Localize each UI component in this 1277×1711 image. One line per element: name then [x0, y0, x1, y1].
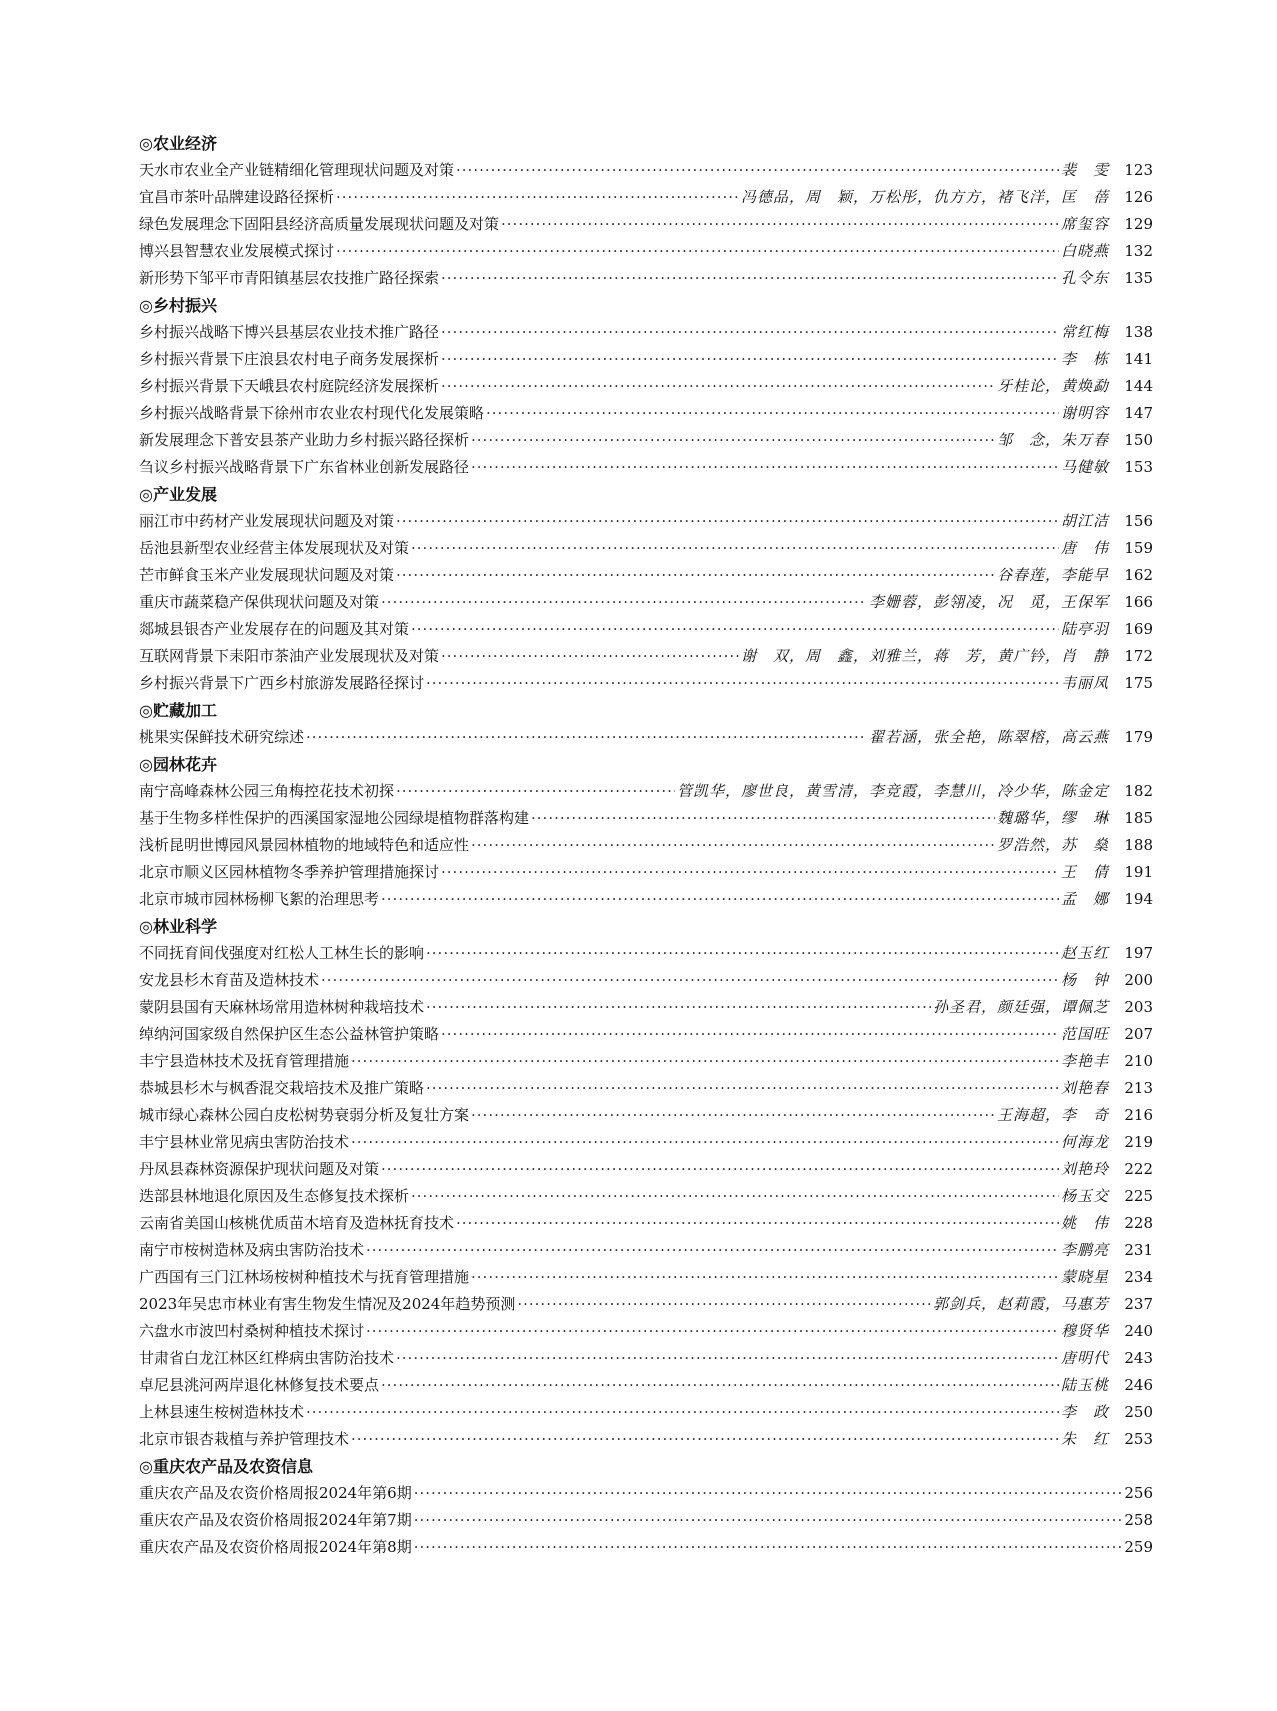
dot-leader [396, 508, 1059, 535]
toc-entry[interactable] [139, 1156, 1153, 1183]
page-number: 219 [1124, 1133, 1153, 1151]
article-title: 北京市银杏栽植与养护管理技术 [139, 1430, 350, 1448]
section-heading: ◎产业发展 [139, 485, 217, 504]
dot-leader [366, 1318, 1059, 1345]
toc-entry[interactable] [139, 1183, 1153, 1210]
toc-entry[interactable] [139, 1048, 1153, 1075]
article-authors: 蒙晓星 [1060, 1268, 1109, 1286]
toc-entry[interactable] [139, 1480, 1153, 1507]
article-authors: 刘艳玲 [1060, 1160, 1109, 1178]
toc-entry[interactable] [139, 616, 1153, 643]
section-heading: ◎乡村振兴 [139, 296, 217, 315]
dot-leader [306, 724, 867, 751]
toc-entry[interactable] [139, 535, 1153, 562]
dot-leader [441, 859, 1059, 886]
page-number: 240 [1124, 1322, 1153, 1340]
article-title: 北京市顺义区园林植物冬季养护管理措施探讨 [139, 863, 440, 881]
page-number: 188 [1124, 836, 1153, 854]
page-number: 172 [1124, 647, 1153, 665]
article-title: 重庆农产品及农资价格周报2024年第6期 [139, 1484, 412, 1502]
section-heading: ◎重庆农产品及农资信息 [139, 1457, 313, 1476]
article-title: 重庆农产品及农资价格周报2024年第7期 [139, 1511, 412, 1529]
article-title: 蒙阴县国有天麻林场常用造林树种栽培技术 [139, 998, 425, 1016]
article-title: 刍议乡村振兴战略背景下广东省林业创新发展路径 [139, 458, 470, 476]
page-number: 207 [1124, 1025, 1153, 1043]
article-authors: 裴 雯 [1060, 161, 1109, 179]
article-title: 乡村振兴战略下博兴县基层农业技术推广路径 [139, 323, 440, 341]
page-number: 185 [1124, 809, 1153, 827]
dot-leader [456, 1210, 1059, 1237]
article-authors: 赵玉红 [1060, 944, 1109, 962]
article-title: 博兴县智慧农业发展模式探讨 [139, 242, 335, 260]
page-number: 210 [1124, 1052, 1153, 1070]
article-authors: 朱 红 [1060, 1430, 1109, 1448]
article-title: 绰纳河国家级自然保护区生态公益林管护策略 [139, 1025, 440, 1043]
article-title: 六盘水市波凹村桑树种植技术探讨 [139, 1322, 365, 1340]
article-title: 重庆市蔬菜稳产保供现状问题及对策 [139, 593, 380, 611]
toc-entry[interactable] [139, 508, 1153, 535]
article-authors: 孔令东 [1060, 269, 1109, 287]
page-number: 256 [1124, 1484, 1153, 1502]
article-authors: 李鹏亮 [1060, 1241, 1109, 1259]
page-number: 144 [1124, 377, 1153, 395]
article-authors: 谷春莲，李能早 [996, 566, 1109, 584]
page-number: 126 [1124, 188, 1153, 206]
toc-entry[interactable] [139, 1291, 1153, 1318]
article-title: 浅析昆明世博园风景园林植物的地域特色和适应性 [139, 836, 470, 854]
toc-entry[interactable] [139, 1237, 1153, 1264]
dot-leader [411, 535, 1059, 562]
article-title: 丰宁县造林技术及抚育管理措施 [139, 1052, 350, 1070]
toc-entry[interactable] [139, 319, 1153, 346]
page-number: 159 [1124, 539, 1153, 557]
dot-leader [366, 1237, 1059, 1264]
page-number: 259 [1124, 1538, 1153, 1556]
dot-leader [321, 967, 1059, 994]
article-authors: 谢明容 [1060, 404, 1109, 422]
article-authors: 孟 娜 [1060, 890, 1109, 908]
toc-entry[interactable] [139, 1426, 1153, 1453]
article-title: 重庆农产品及农资价格周报2024年第8期 [139, 1538, 412, 1556]
article-title: 云南省美国山核桃优质苗木培育及造林抚育技术 [139, 1214, 455, 1232]
article-title: 城市绿心森林公园白皮松树势衰弱分析及复壮方案 [139, 1106, 470, 1124]
toc-entry[interactable] [139, 643, 1153, 670]
article-authors: 陆玉桃 [1060, 1376, 1109, 1394]
page-number: 162 [1124, 566, 1153, 584]
article-authors: 白晓燕 [1060, 242, 1109, 260]
article-title: 岳池县新型农业经营主体发展现状及对策 [139, 539, 410, 557]
article-authors: 李艳丰 [1060, 1052, 1109, 1070]
toc-entry[interactable] [139, 184, 1153, 211]
page-number: 138 [1124, 323, 1153, 341]
article-title: 南宁高峰森林公园三角梅控花技术初探 [139, 782, 395, 800]
article-title: 乡村振兴战略背景下徐州市农业农村现代化发展策略 [139, 404, 485, 422]
toc-entry[interactable] [139, 778, 1153, 805]
dot-leader [381, 589, 867, 616]
table-of-contents [139, 130, 1153, 1561]
article-title: 迭部县林地退化原因及生态修复技术探析 [139, 1187, 410, 1205]
toc-entry[interactable] [139, 1345, 1153, 1372]
article-authors: 牙桂论，黄焕勐 [996, 377, 1109, 395]
article-authors: 范国旺 [1060, 1025, 1109, 1043]
toc-entry[interactable] [139, 562, 1153, 589]
article-title: 卓尼县洮河两岸退化林修复技术要点 [139, 1376, 380, 1394]
page-number: 123 [1124, 161, 1153, 179]
toc-entry[interactable] [139, 1318, 1153, 1345]
page-number: 216 [1124, 1106, 1153, 1124]
dot-leader [471, 832, 995, 859]
article-authors: 罗浩然，苏 燊 [996, 836, 1109, 854]
toc-entry[interactable] [139, 724, 1153, 751]
page-number: 225 [1124, 1187, 1153, 1205]
dot-leader [471, 1264, 1059, 1291]
page-number: 179 [1124, 728, 1153, 746]
dot-leader [471, 427, 995, 454]
article-title: 基于生物多样性保护的西溪国家湿地公园绿堤植物群落构建 [139, 809, 530, 827]
page-number: 194 [1124, 890, 1153, 908]
dot-leader [456, 157, 1059, 184]
page-number: 253 [1124, 1430, 1153, 1448]
article-authors: 何海龙 [1060, 1133, 1109, 1151]
article-title: 丰宁县林业常见病虫害防治技术 [139, 1133, 350, 1151]
dot-leader [501, 211, 1059, 238]
toc-entry[interactable] [139, 454, 1153, 481]
page-number: 191 [1124, 863, 1153, 881]
page-number: 250 [1124, 1403, 1153, 1421]
article-authors: 马健敏 [1060, 458, 1109, 476]
article-title: 丹凤县森林资源保护现状问题及对策 [139, 1160, 380, 1178]
toc-entry[interactable] [139, 1129, 1153, 1156]
article-authors: 冯德品，周 颖，万松彤，仇方方，褚飞洋，匡 蓓 [740, 188, 1109, 206]
toc-entry[interactable] [139, 967, 1153, 994]
article-title: 广西国有三门江林场桉树种植技术与抚育管理措施 [139, 1268, 470, 1286]
dot-leader [306, 1399, 1059, 1426]
article-authors: 魏璐华，缪 琳 [996, 809, 1109, 827]
article-authors: 邹 念，朱万春 [996, 431, 1109, 449]
page-number: 231 [1124, 1241, 1153, 1259]
toc-entry[interactable] [139, 1021, 1153, 1048]
page-number: 222 [1124, 1160, 1153, 1178]
page-number: 150 [1124, 431, 1153, 449]
page-number: 175 [1124, 674, 1153, 692]
page-number: 234 [1124, 1268, 1153, 1286]
article-authors: 谢 双，周 鑫，刘雅兰，蒋 芳，黄广钤，肖 静 [740, 647, 1109, 665]
page-number: 147 [1124, 404, 1153, 422]
article-title: 甘肃省白龙江林区红桦病虫害防治技术 [139, 1349, 395, 1367]
page-number: 258 [1124, 1511, 1153, 1529]
page-number: 129 [1124, 215, 1153, 233]
article-authors: 李 政 [1060, 1403, 1109, 1421]
article-title: 互联网背景下耒阳市茶油产业发展现状及对策 [139, 647, 440, 665]
article-title: 北京市城市园林杨柳飞絮的治理思考 [139, 890, 380, 908]
toc-entry[interactable] [139, 238, 1153, 265]
section-heading: ◎园林花卉 [139, 755, 217, 774]
dot-leader [396, 1345, 1059, 1372]
dot-leader [381, 886, 1059, 913]
toc-entry[interactable] [139, 859, 1153, 886]
page-number: 246 [1124, 1376, 1153, 1394]
page-number: 197 [1124, 944, 1153, 962]
dot-leader [517, 1291, 931, 1318]
page-number: 213 [1124, 1079, 1153, 1097]
dot-leader [414, 1480, 1123, 1507]
page-number: 203 [1124, 998, 1153, 1016]
dot-leader [411, 1183, 1059, 1210]
article-authors: 胡江洁 [1060, 512, 1109, 530]
page-number: 166 [1124, 593, 1153, 611]
article-title: 上林县速生桉树造林技术 [139, 1403, 305, 1421]
dot-leader [441, 265, 1059, 292]
toc-entry[interactable] [139, 1075, 1153, 1102]
toc-entry[interactable] [139, 805, 1153, 832]
toc-entry[interactable] [139, 211, 1153, 238]
toc-entry[interactable] [139, 1102, 1153, 1129]
article-title: 不同抚育间伐强度对红松人工林生长的影响 [139, 944, 425, 962]
section-heading: ◎贮藏加工 [139, 701, 217, 720]
dot-leader [396, 562, 995, 589]
dot-leader [531, 805, 995, 832]
toc-entry[interactable] [139, 886, 1153, 913]
page-number: 237 [1124, 1295, 1153, 1313]
toc-entry[interactable] [139, 157, 1153, 184]
article-title: 南宁市桉树造林及病虫害防治技术 [139, 1241, 365, 1259]
toc-entry[interactable] [139, 400, 1153, 427]
dot-leader [414, 1534, 1123, 1561]
page-number: 228 [1124, 1214, 1153, 1232]
toc-entry[interactable] [139, 832, 1153, 859]
dot-leader [336, 238, 1059, 265]
page-number: 182 [1124, 782, 1153, 800]
article-authors: 席玺容 [1060, 215, 1109, 233]
dot-leader [441, 1021, 1059, 1048]
article-title: 丽江市中药材产业发展现状问题及对策 [139, 512, 395, 530]
dot-leader [426, 994, 931, 1021]
dot-leader [396, 778, 675, 805]
page-number: 156 [1124, 512, 1153, 530]
article-authors: 王海超，李 奇 [996, 1106, 1109, 1124]
article-title: 安龙县杉木育苗及造林技术 [139, 971, 320, 989]
article-authors: 杨 钟 [1060, 971, 1109, 989]
dot-leader [381, 1372, 1059, 1399]
article-authors: 唐明代 [1060, 1349, 1109, 1367]
article-title: 新形势下邹平市青阳镇基层农技推广路径探索 [139, 269, 440, 287]
toc-entry[interactable] [139, 994, 1153, 1021]
article-authors: 刘艳春 [1060, 1079, 1109, 1097]
toc-entry[interactable] [139, 1399, 1153, 1426]
article-authors: 孙圣君，颜廷强，谭佩芝 [932, 998, 1109, 1016]
dot-leader [471, 1102, 995, 1129]
dot-leader [441, 319, 1059, 346]
toc-entry[interactable] [139, 670, 1153, 697]
dot-leader [486, 400, 1059, 427]
section-heading: ◎林业科学 [139, 917, 217, 936]
article-title: 芒市鲜食玉米产业发展现状问题及对策 [139, 566, 395, 584]
dot-leader [426, 670, 1059, 697]
article-authors: 陆亭羽 [1060, 620, 1109, 638]
article-title: 桃果实保鲜技术研究综述 [139, 728, 305, 746]
article-title: 天水市农业全产业链精细化管理现状问题及对策 [139, 161, 455, 179]
article-authors: 穆贤华 [1060, 1322, 1109, 1340]
page-number: 141 [1124, 350, 1153, 368]
article-authors: 韦丽凤 [1060, 674, 1109, 692]
article-authors: 王 倩 [1060, 863, 1109, 881]
dot-leader [426, 1075, 1059, 1102]
toc-entry[interactable] [139, 1372, 1153, 1399]
toc-entry[interactable] [139, 265, 1153, 292]
article-title: 2023年吴忠市林业有害生物发生情况及2024年趋势预测 [139, 1295, 516, 1313]
page-number: 153 [1124, 458, 1153, 476]
toc-entry[interactable] [139, 1210, 1153, 1237]
article-title: 郯城县银杏产业发展存在的问题及其对策 [139, 620, 410, 638]
dot-leader [441, 373, 995, 400]
article-title: 恭城县杉木与枫香混交栽培技术及推广策略 [139, 1079, 425, 1097]
page-number: 200 [1124, 971, 1153, 989]
article-title: 乡村振兴背景下天峨县农村庭院经济发展探析 [139, 377, 440, 395]
article-title: 绿色发展理念下固阳县经济高质量发展现状问题及对策 [139, 215, 500, 233]
toc-entry[interactable] [139, 589, 1153, 616]
article-title: 乡村振兴背景下庄浪县农村电子商务发展探析 [139, 350, 440, 368]
article-authors: 管凯华，廖世良，黄雪清，李竞霞，李慧川，冷少华，陈金定 [676, 782, 1109, 800]
dot-leader [441, 643, 739, 670]
page-number: 135 [1124, 269, 1153, 287]
article-authors: 常红梅 [1060, 323, 1109, 341]
toc-entry[interactable] [139, 1507, 1153, 1534]
article-authors: 杨玉交 [1060, 1187, 1109, 1205]
toc-entry[interactable] [139, 940, 1153, 967]
dot-leader [336, 184, 739, 211]
toc-entry[interactable] [139, 427, 1153, 454]
page-number: 169 [1124, 620, 1153, 638]
article-authors: 翟若涵，张全艳，陈翠榕，高云燕 [868, 728, 1109, 746]
article-title: 宜昌市茶叶品牌建设路径探析 [139, 188, 335, 206]
toc-entry[interactable] [139, 346, 1153, 373]
dot-leader [351, 1129, 1059, 1156]
toc-entry[interactable] [139, 1264, 1153, 1291]
article-authors: 郭剑兵，赵莉霞，马惠芳 [932, 1295, 1109, 1313]
page-number: 243 [1124, 1349, 1153, 1367]
toc-entry[interactable] [139, 373, 1153, 400]
article-authors: 姚 伟 [1060, 1214, 1109, 1232]
dot-leader [414, 1507, 1123, 1534]
dot-leader [471, 454, 1059, 481]
dot-leader [381, 1156, 1059, 1183]
dot-leader [351, 1048, 1059, 1075]
dot-leader [441, 346, 1059, 373]
dot-leader [411, 616, 1059, 643]
dot-leader [426, 940, 1059, 967]
article-authors: 李 栋 [1060, 350, 1109, 368]
toc-entry[interactable] [139, 1534, 1153, 1561]
page-number: 132 [1124, 242, 1153, 260]
section-heading: ◎农业经济 [139, 134, 217, 153]
dot-leader [351, 1426, 1059, 1453]
article-authors: 李姗蓉，彭翎凌，况 觅，王保军 [868, 593, 1109, 611]
article-authors: 唐 伟 [1060, 539, 1109, 557]
article-title: 乡村振兴背景下广西乡村旅游发展路径探讨 [139, 674, 425, 692]
article-title: 新发展理念下普安县茶产业助力乡村振兴路径探析 [139, 431, 470, 449]
